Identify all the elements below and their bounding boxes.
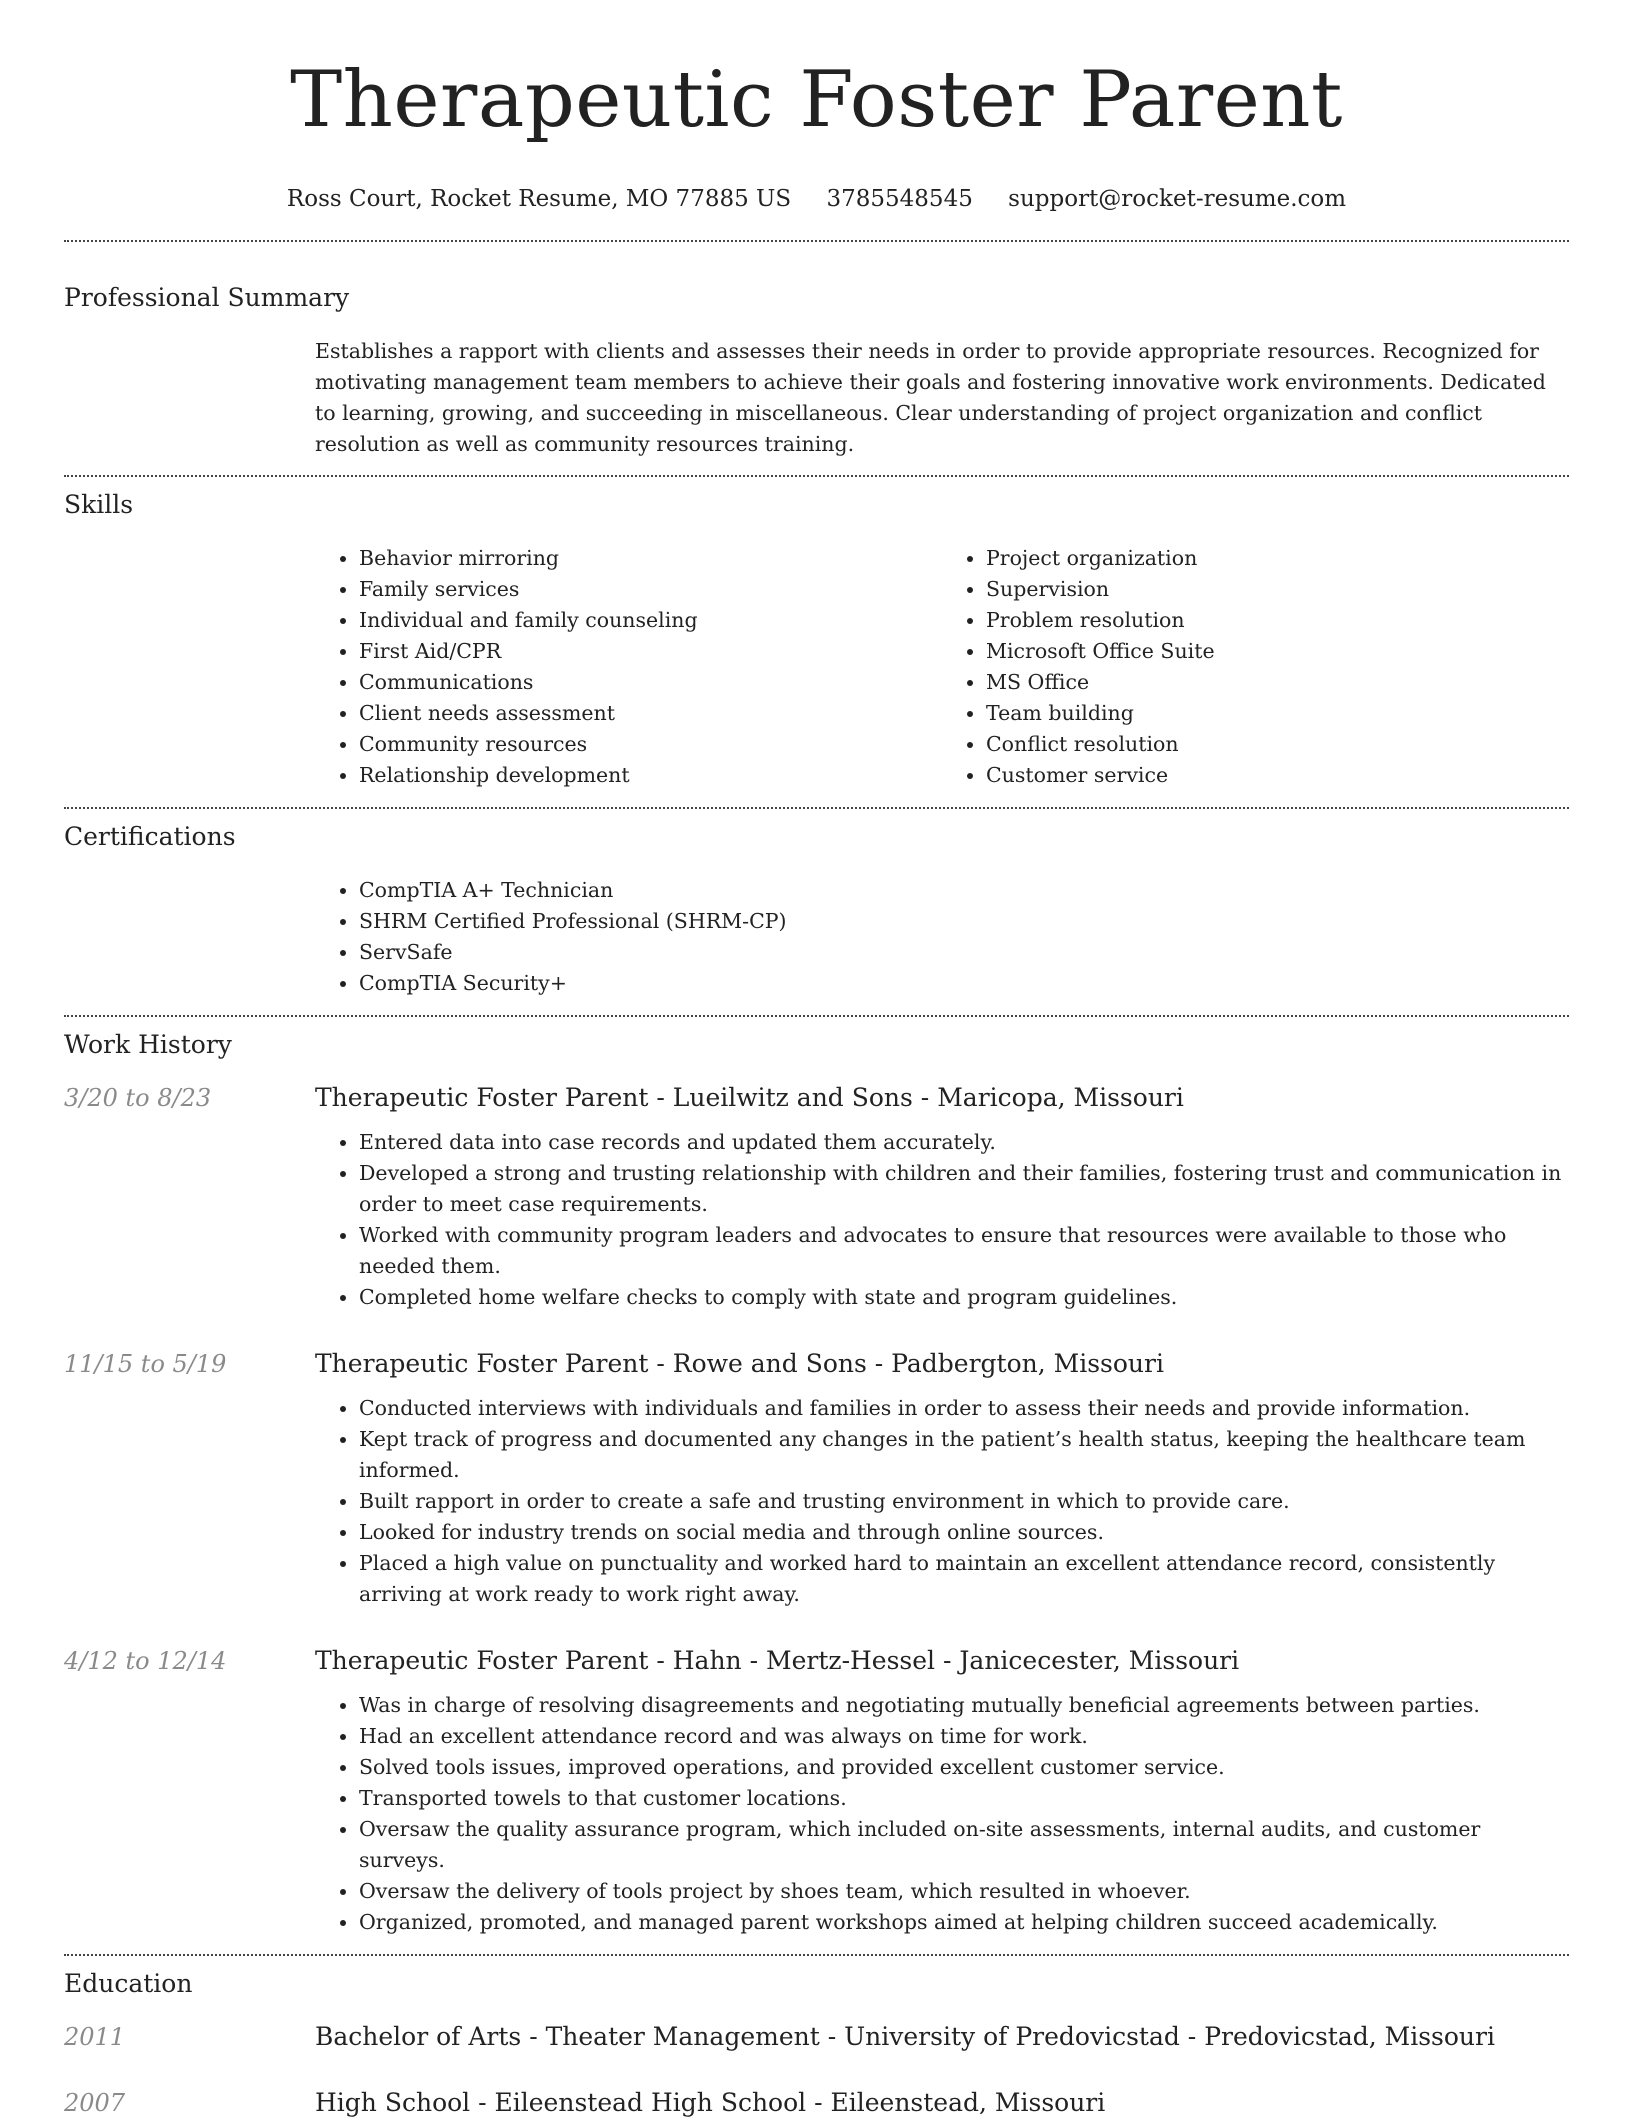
skill-item: • Relationship development (359, 760, 942, 791)
certifications-list (315, 875, 1569, 999)
certifications-section (64, 821, 1569, 999)
work-entry (64, 1644, 1569, 1938)
work-bullet: • Oversaw the quality assurance program, which included on-site assessments, internal audits, and customer surveys. (359, 1814, 1569, 1876)
section-title-education: Education (64, 1969, 193, 1998)
summary-content (315, 336, 1569, 460)
work-heading: Therapeutic Foster Parent - Hahn - Mertz-Hessel - Janicecester, Missouri (315, 1646, 1240, 1675)
section-title-certifications: Certifications (64, 822, 236, 851)
summary-text: Establishes a rapport with clients and assesses their needs in order to provide appropriate resources. Recognized for motivating management team members to achieve their goals and fostering innovative work environments. Dedicated to learning, growing, and succeeding in miscellaneous. Clear understanding of project organization and conflict resolution as well as community resources training. (315, 339, 1546, 456)
work-bullet: • Kept track of progress and documented any changes in the patient’s health status, keeping the healthcare team informed. (359, 1424, 1569, 1486)
skill-item: • Individual and family counseling (359, 605, 942, 636)
work-bullets (315, 1690, 1569, 1938)
contact-address: Ross Court, Rocket Resume, MO 77885 US (286, 186, 792, 212)
work-bullet: • Had an excellent attendance record and was always on time for work. (359, 1721, 1569, 1752)
skill-item: • Family services (359, 574, 942, 605)
work-bullet: • Placed a high value on punctuality and worked hard to maintain an excellent attendance record, consistently arriving at work ready to work right away. (359, 1548, 1569, 1610)
skill-item: • Supervision (986, 574, 1569, 605)
skill-item: • First Aid/CPR (359, 636, 942, 667)
skills-list-left (315, 543, 942, 791)
work-bullets (315, 1393, 1569, 1610)
divider (64, 1954, 1569, 1956)
education-heading: Bachelor of Arts - Theater Management - University of Predovicstad - Predovicstad, Missouri (315, 2022, 1495, 2051)
certification-item: • ServSafe (359, 937, 1569, 968)
skill-item: • Community resources (359, 729, 942, 760)
work-bullet: • Completed home welfare checks to comply with state and program guidelines. (359, 1282, 1569, 1313)
resume-header (64, 0, 1569, 214)
work-details (315, 1690, 1569, 1938)
work-bullet: • Worked with community program leaders and advocates to ensure that resources were available to those who needed them. (359, 1220, 1569, 1282)
work-bullet: • Transported towels to that customer locations. (359, 1783, 1569, 1814)
education-date: 2007 (64, 2089, 126, 2117)
summary-section (64, 282, 1569, 460)
contact-phone: 3785548545 (826, 186, 973, 212)
skill-item: • Team building (986, 698, 1569, 729)
resume-page (64, 0, 1569, 2117)
skill-item: • Microsoft Office Suite (986, 636, 1569, 667)
divider (64, 807, 1569, 809)
resume-name: Therapeutic Foster Parent (290, 55, 1343, 145)
skill-item: • Project organization (986, 543, 1569, 574)
work-bullet: • Entered data into case records and updated them accurately. (359, 1127, 1569, 1158)
divider (64, 1015, 1569, 1017)
work-history-section (64, 1029, 1569, 1938)
work-bullet: • Conducted interviews with individuals and families in order to assess their needs and provide information. (359, 1393, 1569, 1424)
work-heading: Therapeutic Foster Parent - Rowe and Sons - Padbergton, Missouri (315, 1349, 1164, 1378)
work-bullet: • Solved tools issues, improved operations, and provided excellent customer service. (359, 1752, 1569, 1783)
work-bullets (315, 1127, 1569, 1313)
skills-list-right (942, 543, 1569, 791)
education-date: 2011 (64, 2023, 126, 2051)
skill-item: • Behavior mirroring (359, 543, 942, 574)
certification-item: • SHRM Certified Professional (SHRM-CP) (359, 906, 1569, 937)
divider (64, 240, 1569, 242)
section-title-summary: Professional Summary (64, 283, 350, 312)
divider (64, 475, 1569, 477)
education-entry (64, 2020, 1569, 2054)
education-entry (64, 2086, 1569, 2120)
certifications-content (315, 875, 1569, 999)
work-details (315, 1393, 1569, 1610)
skills-content (315, 543, 1569, 791)
work-date: 11/15 to 5/19 (64, 1350, 227, 1378)
work-date: 4/12 to 12/14 (64, 1647, 227, 1675)
skill-item: • Communications (359, 667, 942, 698)
work-entry (64, 1081, 1569, 1313)
certification-item: • CompTIA Security+ (359, 968, 1569, 999)
work-entry (64, 1347, 1569, 1610)
section-title-skills: Skills (64, 490, 134, 519)
work-bullet: • Developed a strong and trusting relationship with children and their families, fostering trust and communication in order to meet case requirements. (359, 1158, 1569, 1220)
work-date: 3/20 to 8/23 (64, 1084, 212, 1112)
skill-item: • Customer service (986, 760, 1569, 791)
work-heading: Therapeutic Foster Parent - Lueilwitz and Sons - Maricopa, Missouri (315, 1083, 1184, 1112)
work-bullet: • Built rapport in order to create a safe and trusting environment in which to provide care. (359, 1486, 1569, 1517)
contact-line (64, 184, 1569, 214)
work-bullet: • Was in charge of resolving disagreements and negotiating mutually beneficial agreements between parties. (359, 1690, 1569, 1721)
section-title-work-history: Work History (64, 1030, 232, 1059)
contact-email: support@rocket-resume.com (1008, 186, 1347, 212)
work-bullet: • Oversaw the delivery of tools project by shoes team, which resulted in whoever. (359, 1876, 1569, 1907)
skill-item: • Problem resolution (986, 605, 1569, 636)
certification-item: • CompTIA A+ Technician (359, 875, 1569, 906)
skill-item: • Conflict resolution (986, 729, 1569, 760)
skill-item: • MS Office (986, 667, 1569, 698)
skill-item: • Client needs assessment (359, 698, 942, 729)
work-bullet: • Organized, promoted, and managed parent workshops aimed at helping children succeed academically. (359, 1907, 1569, 1938)
skills-section (64, 489, 1569, 791)
work-details (315, 1127, 1569, 1313)
education-heading: High School - Eileenstead High School - Eileenstead, Missouri (315, 2088, 1106, 2117)
education-section (64, 1968, 1569, 2120)
work-bullet: • Looked for industry trends on social media and through online sources. (359, 1517, 1569, 1548)
